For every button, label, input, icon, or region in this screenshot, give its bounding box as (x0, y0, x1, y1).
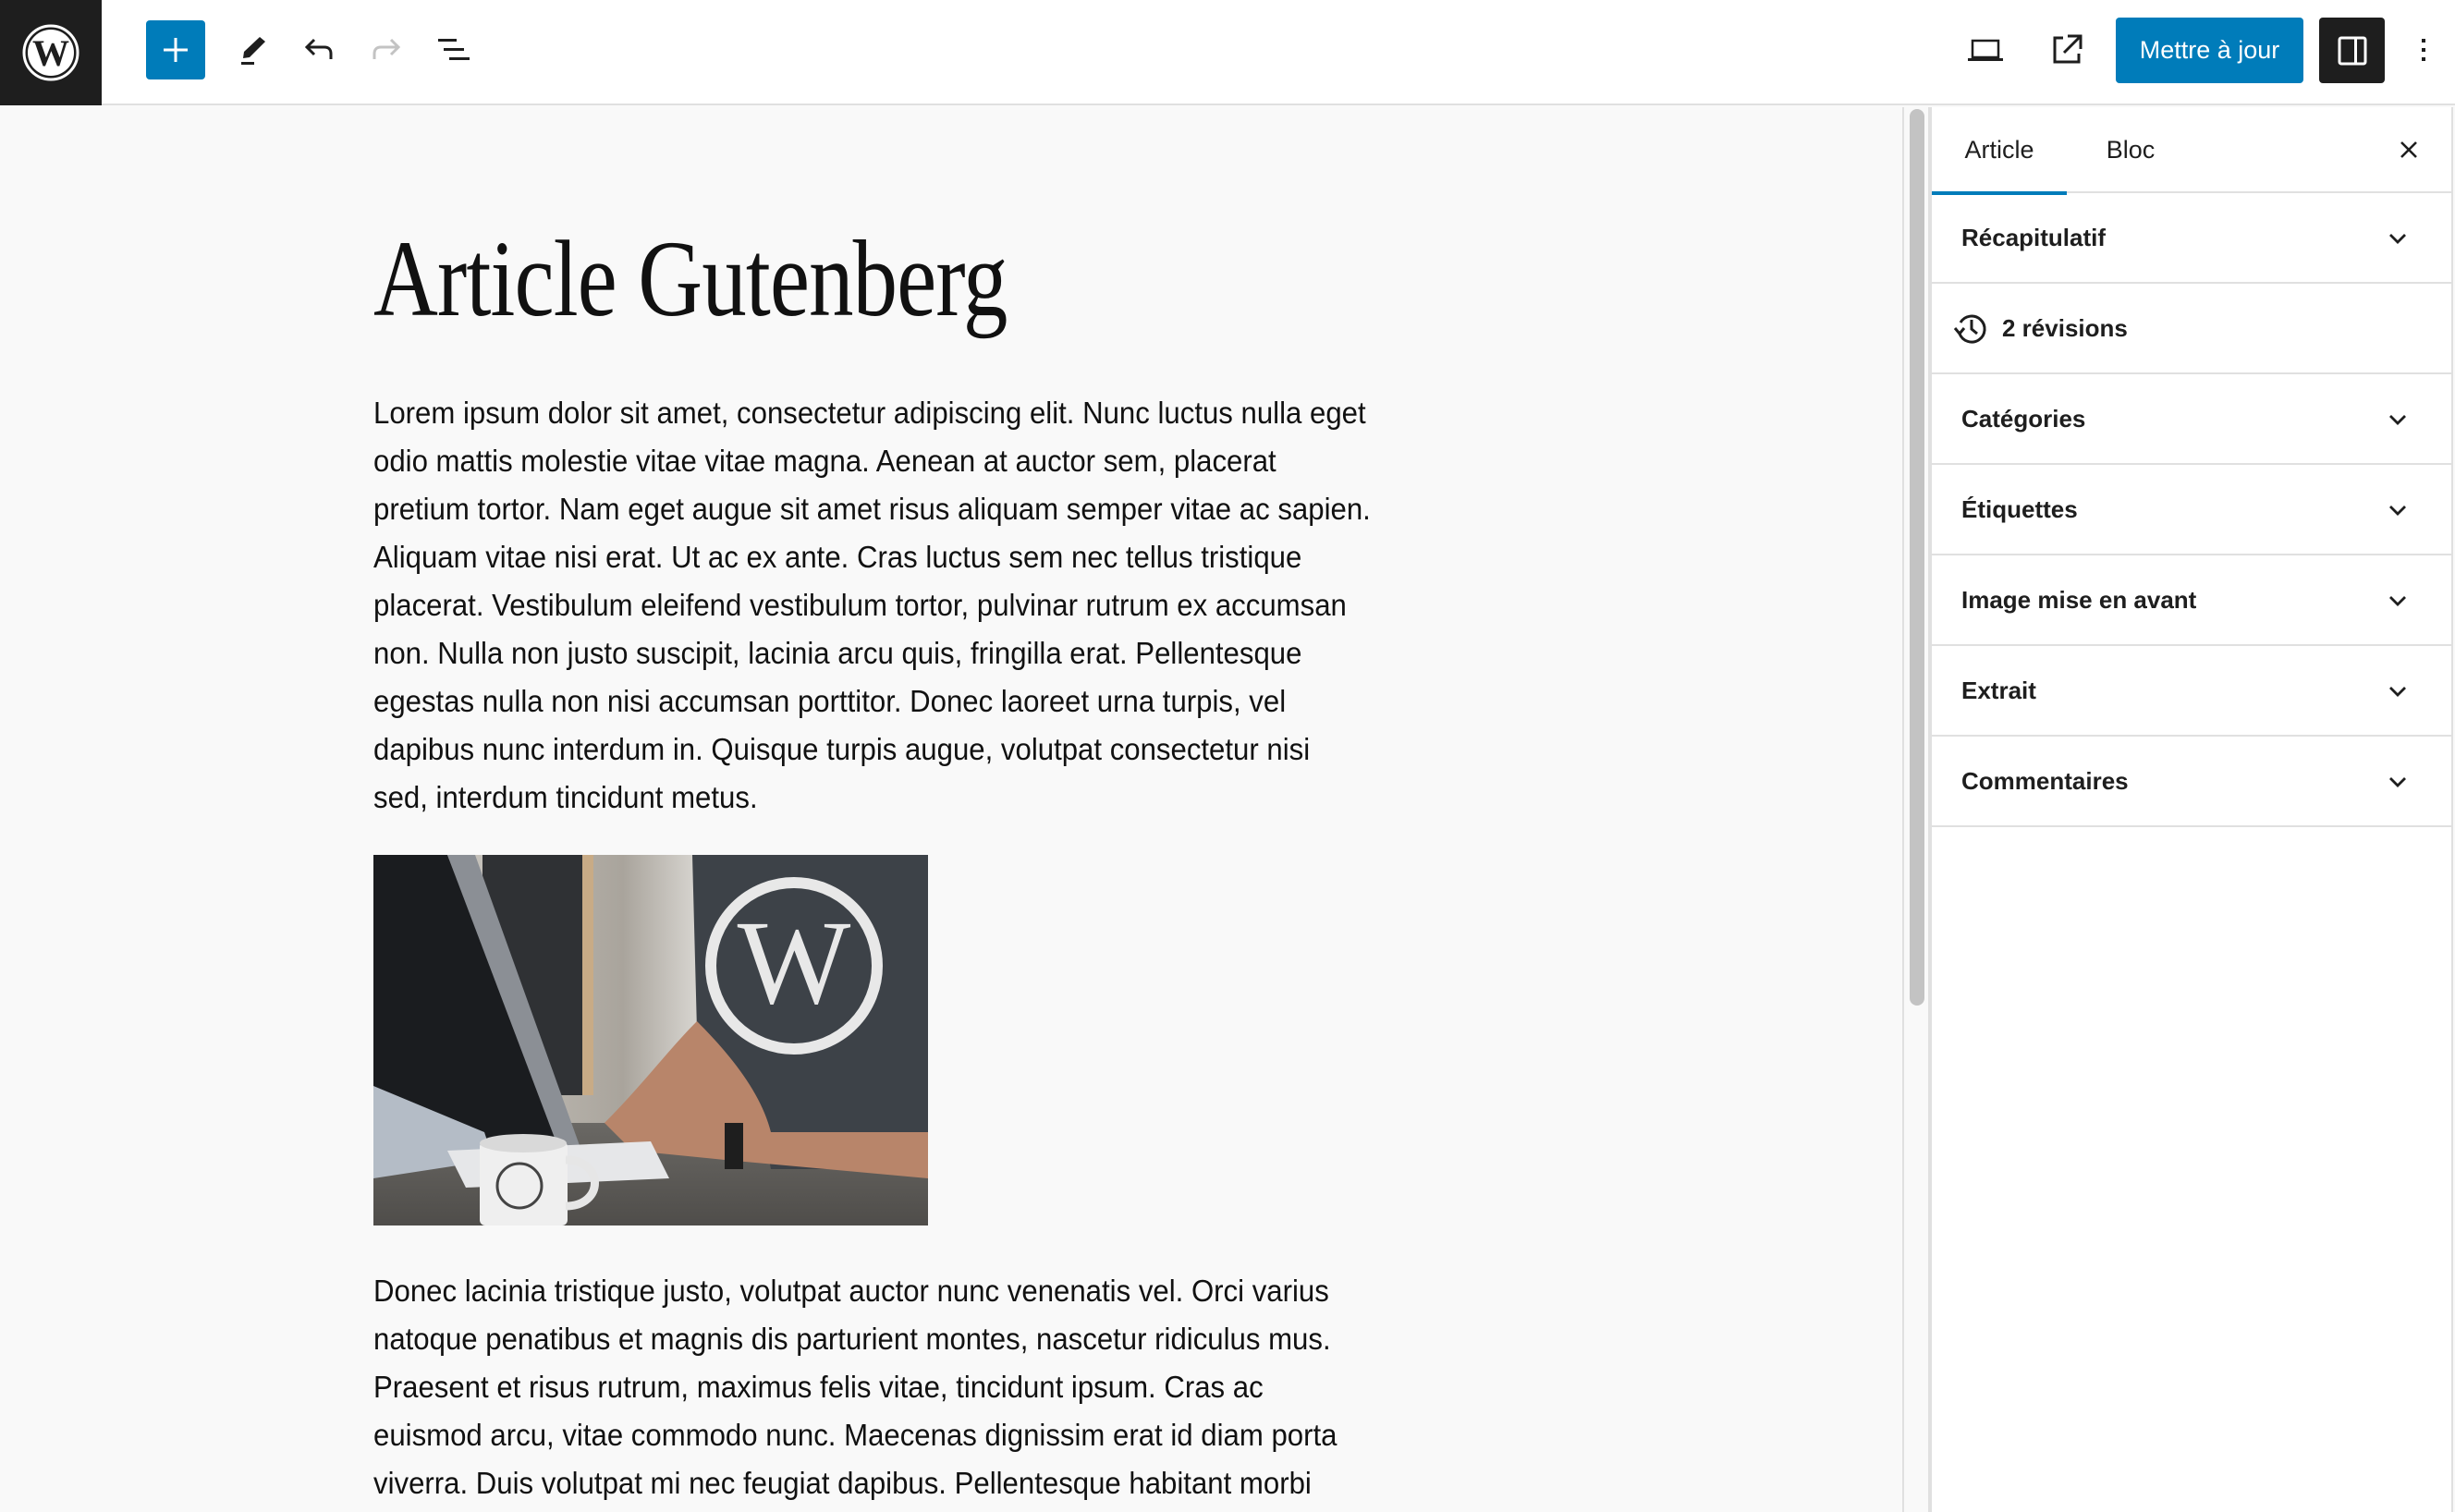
editor-canvas[interactable] (0, 107, 1902, 1512)
settings-toggle-button[interactable] (2319, 18, 2385, 83)
panel-title: Image mise en avant (1961, 585, 2197, 614)
panel-title: Étiquettes (1961, 494, 2078, 523)
paragraph-line: sed, interdum tincidunt metus. (373, 781, 758, 815)
paragraph-line: placerat. Vestibulum eleifend vestibulum tortor, pulvinar rutrum ex accumsan (373, 589, 1347, 623)
paragraph-line: Aliquam vitae nisi erat. Ut ac ex ante. Cras luctus sem nec tellus tristique (373, 541, 1302, 575)
panel-featured-image[interactable] (1932, 555, 2451, 646)
plus-icon (162, 36, 189, 64)
undo-button[interactable] (289, 20, 348, 79)
svg-text:W: W (737, 896, 851, 1030)
tools-button[interactable] (223, 20, 282, 79)
photo-person-computer-image (373, 855, 928, 1225)
panel-tags[interactable] (1932, 465, 2451, 555)
paragraph-line: Praesent et risus rutrum, maximus felis vitae, tincidunt ipsum. Cras ac (373, 1371, 1264, 1405)
sidebar-tabs (1932, 107, 2451, 193)
chevron-down-icon (2383, 677, 2412, 706)
settings-sidebar (1930, 107, 2453, 1512)
paragraph-line: egestas nulla non nisi accumsan porttitor. Donec laoreet urna turpis, vel (373, 685, 1287, 719)
chevron-down-icon (2383, 495, 2412, 525)
preview-button[interactable] (1956, 20, 2015, 79)
panel-title: Récapitulatif (1961, 223, 2107, 251)
redo-icon (370, 33, 403, 67)
panel-title: Extrait (1961, 676, 2036, 704)
panel-categories[interactable] (1932, 374, 2451, 465)
wordpress-logo-icon (21, 23, 80, 82)
tab-bloc[interactable]: Bloc (2106, 136, 2156, 164)
add-block-button[interactable] (146, 20, 205, 79)
paragraph-line: viverra. Duis volutpat mi nec feugiat dapibus. Pellentesque habitant morbi (373, 1467, 1312, 1501)
chevron-down-icon (2383, 586, 2412, 616)
paragraph-line: Lorem ipsum dolor sit amet, consectetur adipiscing elit. Nunc luctus nulla eget (373, 396, 1366, 431)
image-block[interactable] (373, 855, 928, 1225)
chevron-down-icon (2383, 405, 2412, 434)
options-button[interactable] (2396, 20, 2451, 79)
list-view-button[interactable] (423, 20, 482, 79)
sidebar-toggle-icon (2336, 34, 2369, 67)
panel-summary[interactable] (1932, 193, 2451, 284)
panel-discussion[interactable] (1932, 737, 2451, 827)
tab-article[interactable]: Article (1932, 107, 2067, 193)
redo-button[interactable] (357, 20, 416, 79)
laptop-icon (1966, 33, 2005, 67)
history-icon (1952, 310, 1989, 347)
editor-header (0, 0, 2455, 105)
paragraph-line: pretium tortor. Nam eget augue sit amet risus aliquam semper vitae ac sapien. (373, 493, 1371, 527)
more-vertical-icon (2418, 33, 2429, 67)
paragraph-block-2[interactable] (373, 1268, 1538, 1508)
list-view-icon (434, 33, 471, 67)
chevron-down-icon (2383, 224, 2412, 253)
panel-title: Catégories (1961, 404, 2086, 433)
panel-revisions[interactable] (1932, 284, 2451, 374)
view-post-button[interactable] (2037, 20, 2096, 79)
scrollbar-thumb[interactable] (1910, 109, 1924, 1006)
close-sidebar-button[interactable] (2387, 128, 2431, 172)
paragraph-line: euismod arcu, vitae commodo nunc. Maecenas dignissim erat id diam porta (373, 1419, 1337, 1453)
paragraph-line: non. Nulla non justo suscipit, lacinia arcu quis, fringilla erat. Pellentesque (373, 637, 1302, 671)
chevron-down-icon (2383, 767, 2412, 797)
external-link-icon (2050, 33, 2083, 67)
paragraph-line: Donec lacinia tristique justo, volutpat auctor nunc venenatis vel. Orci varius (373, 1274, 1329, 1309)
paragraph-line: natoque penatibus et magnis dis parturient montes, nascetur ridiculus mus. (373, 1323, 1331, 1357)
close-icon (2398, 139, 2420, 161)
panel-title: Commentaires (1961, 766, 2129, 795)
svg-text:W: W (32, 32, 69, 74)
post-title[interactable]: Article Gutenberg (373, 218, 1008, 339)
undo-icon (302, 33, 336, 67)
canvas-scrollbar[interactable] (1902, 107, 1930, 1512)
pencil-icon (236, 33, 269, 67)
panel-excerpt[interactable] (1932, 646, 2451, 737)
paragraph-line: odio mattis molestie vitae vitae magna. Aenean at auctor sem, placerat (373, 445, 1276, 479)
update-button[interactable]: Mettre à jour (2116, 18, 2303, 83)
paragraph-line: dapibus nunc interdum in. Quisque turpis augue, volutpat consectetur nisi (373, 733, 1311, 767)
paragraph-block-1[interactable] (373, 390, 1538, 823)
revisions-link[interactable]: 2 révisions (2002, 313, 2128, 342)
wordpress-logo-button[interactable] (0, 0, 102, 105)
